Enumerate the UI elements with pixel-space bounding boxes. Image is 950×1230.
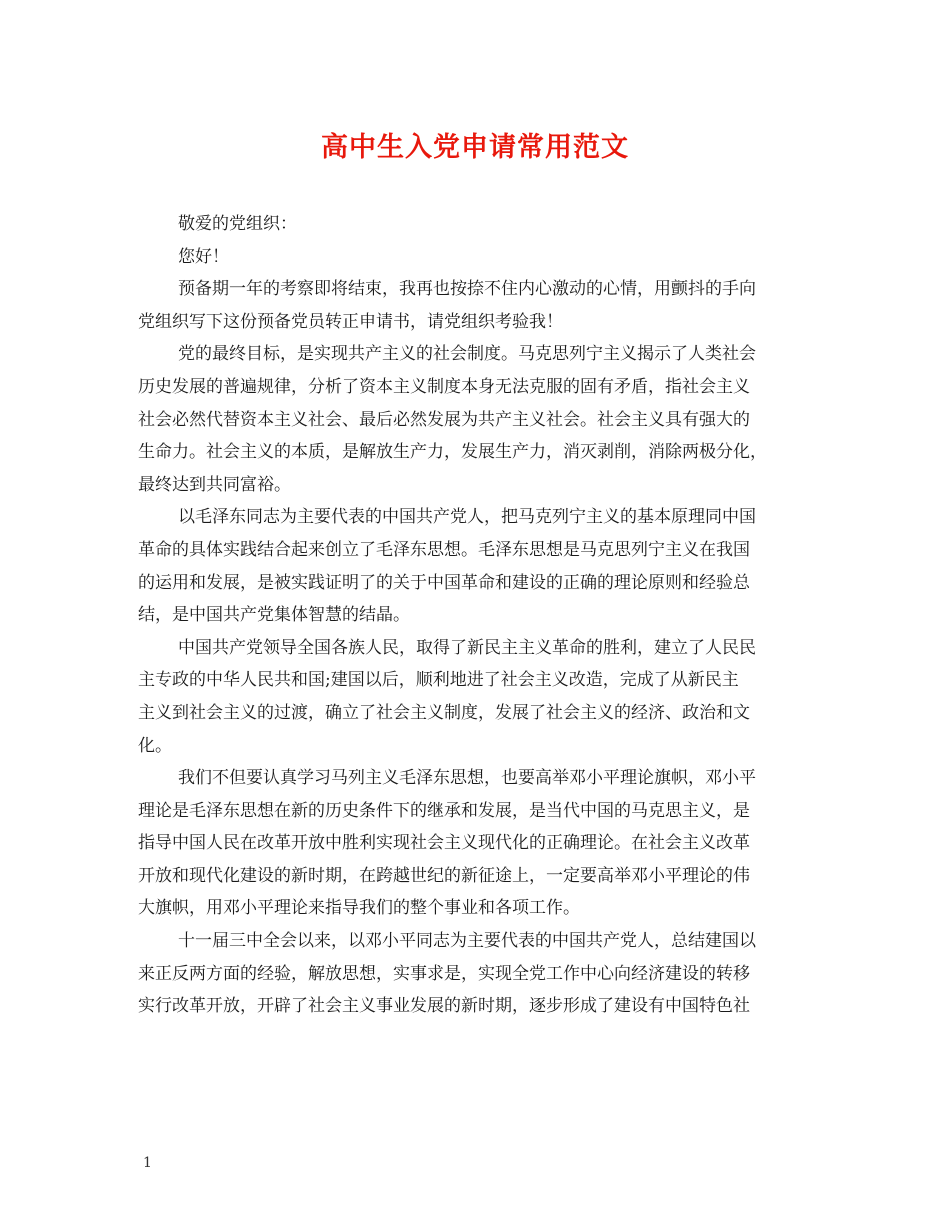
- text-line: 主义到社会主义的过渡，确立了社会主义制度，发展了社会主义的经济、政治和文: [138, 702, 750, 723]
- text-line: 党组织写下这份预备党员转正申请书，请党组织考验我！: [138, 311, 563, 332]
- text-line: 开放和现代化建设的新时期，在跨越世纪的新征途上，一定要高举邓小平理论的伟: [138, 865, 750, 886]
- text-line: 来正反两方面的经验，解放思想，实事求是，实现全党工作中心向经济建设的转移: [138, 963, 750, 984]
- text-line: 化。: [138, 735, 172, 756]
- page-number: 1: [143, 1155, 152, 1171]
- text-line: 指导中国人民在改革开放中胜利实现社会主义现代化的正确理论。在社会主义改革: [138, 833, 750, 854]
- text-line: 社会必然代替资本主义社会、最后必然发展为共产主义社会。社会主义具有强大的: [138, 409, 750, 430]
- text-line: 预备期一年的考察即将结束，我再也按捺不住内心激动的心情，用颤抖的手向: [178, 279, 756, 300]
- text-line: 敬爱的党组织：: [178, 214, 297, 234]
- text-line: 我们不但要认真学习马列主义毛泽东思想，也要高举邓小平理论旗帜，邓小平: [178, 768, 756, 789]
- text-line: 最终达到共同富裕。: [138, 474, 291, 495]
- document-body: [138, 208, 814, 1023]
- text-line: 历史发展的普遍规律，分析了资本主义制度本身无法克服的固有矛盾，指社会主义: [138, 376, 750, 397]
- text-line: 实行改革开放，开辟了社会主义事业发展的新时期，逐步形成了建设有中国特色社: [138, 996, 750, 1017]
- text-line: 大旗帜，用邓小平理论来指导我们的整个事业和各项工作。: [138, 898, 580, 919]
- text-line: 主专政的中华人民共和国;建国以后，顺利地进了社会主义改造，完成了从新民主: [138, 670, 739, 691]
- text-line: 以毛泽东同志为主要代表的中国共产党人，把马克列宁主义的基本原理同中国: [178, 507, 756, 528]
- text-line: 党的最终目标，是实现共产主义的社会制度。马克思列宁主义揭示了人类社会: [178, 344, 756, 365]
- text-line: 中国共产党领导全国各族人民，取得了新民主主义革命的胜利，建立了人民民: [178, 637, 756, 658]
- text-line: 您好！: [178, 246, 229, 267]
- text-line: 十一届三中全会以来，以邓小平同志为主要代表的中国共产党人，总结建国以: [178, 931, 756, 952]
- text-line: 革命的具体实践结合起来创立了毛泽东思想。毛泽东思想是马克思列宁主义在我国: [138, 539, 750, 560]
- page-title: 高中生入党申请常用范文: [321, 132, 629, 163]
- text-line: 的运用和发展，是被实践证明了的关于中国革命和建设的正确的理论原则和经验总: [138, 572, 750, 593]
- text-line: 结，是中国共产党集体智慧的结晶。: [138, 605, 410, 626]
- text-line: 生命力。社会主义的本质，是解放生产力，发展生产力，消灭剥削，消除两极分化，: [138, 442, 767, 463]
- text-line: 理论是毛泽东思想在新的历史条件下的继承和发展，是当代中国的马克思主义，是: [138, 800, 750, 821]
